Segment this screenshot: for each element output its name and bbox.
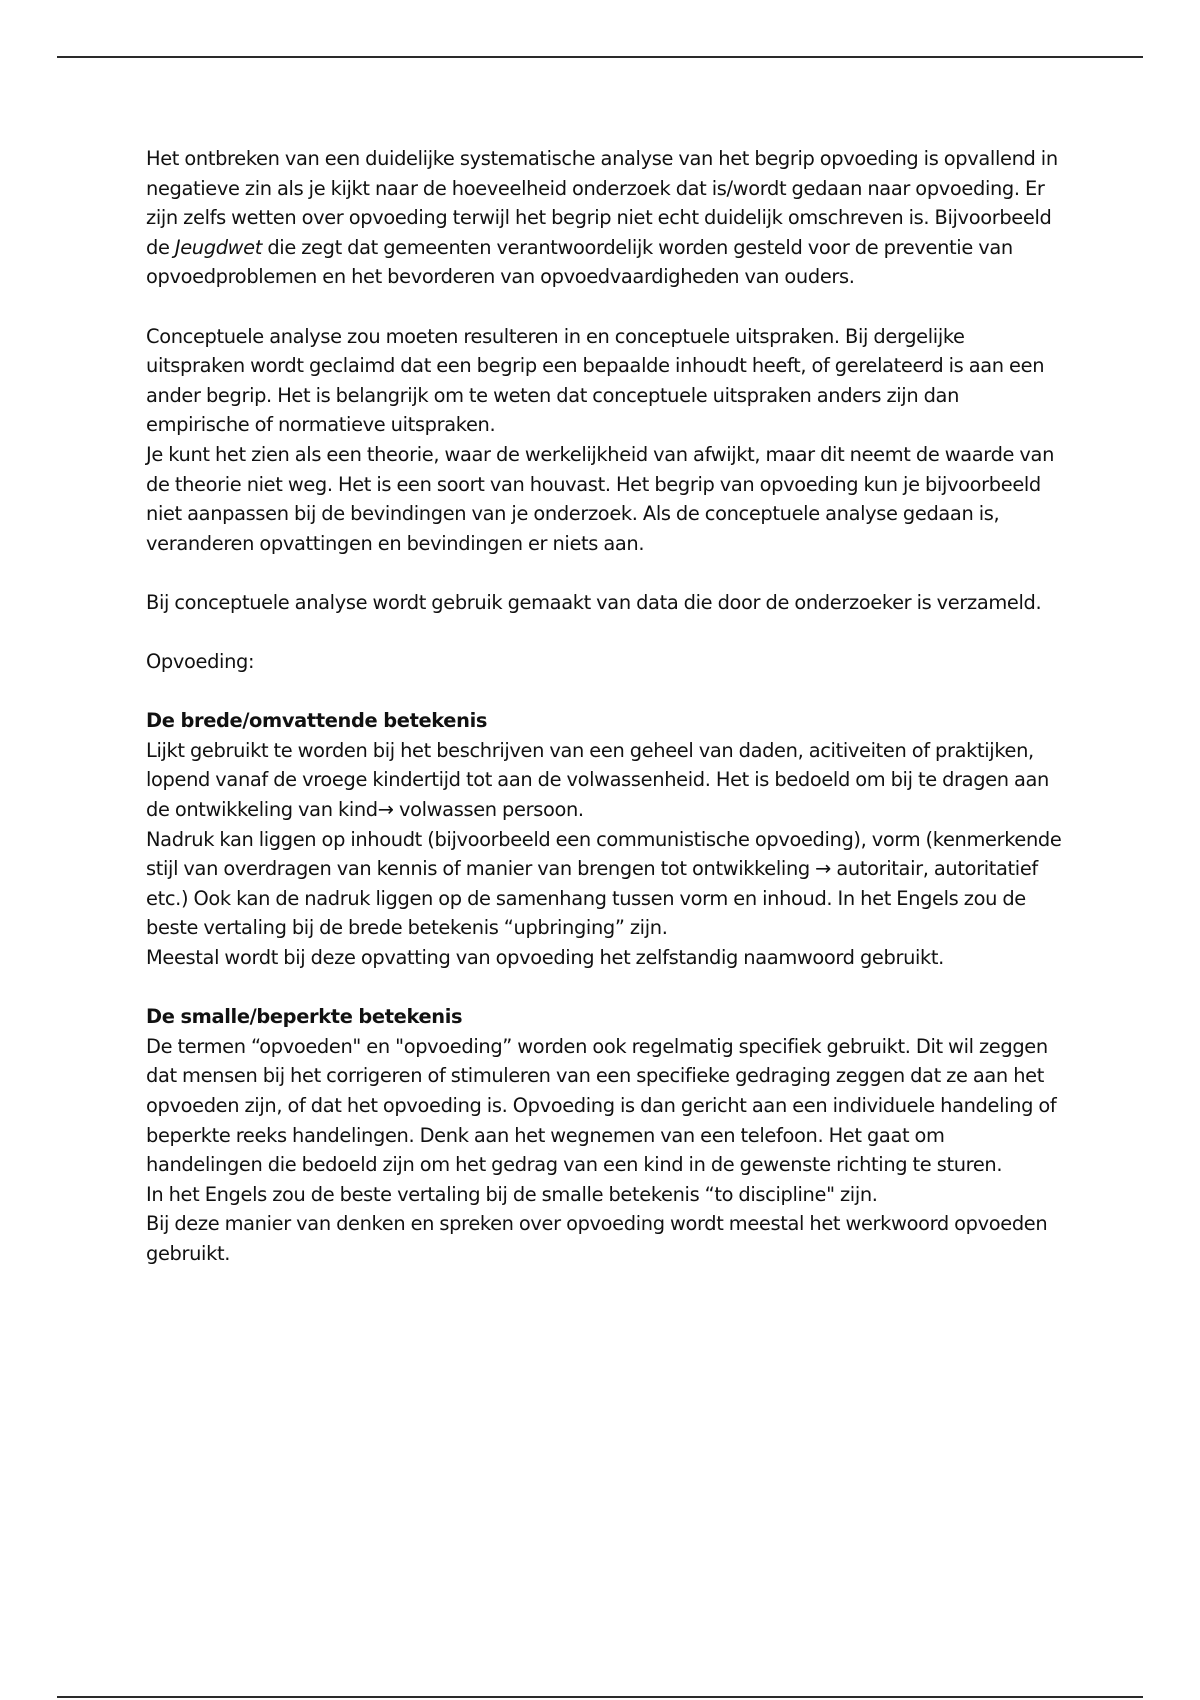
paragraph-data: Bij conceptuele analyse wordt gebruik gemaakt van data die door de onderzoeker is verzameld.	[146, 590, 1042, 614]
footer-rule	[57, 1696, 1143, 1698]
section-narrow-text-2: In het Engels zou de beste vertaling bij de smalle betekenis “to discipline" zijn.	[146, 1182, 878, 1206]
section-narrow-heading: De smalle/beperkte betekenis	[146, 1005, 463, 1029]
section-narrow-text-3: Bij deze manier van denken en spreken over opvoeding wordt meestal het werkwoord opvoeden gebruikt.	[146, 1212, 1048, 1265]
paragraph-intro	[146, 144, 1066, 292]
paragraph-theory: Je kunt het zien als een theorie, waar de werkelijkheid van afwijkt, maar dit neemt de waarde van de theorie niet weg. Het is een soort van houvast. Het begrip van opvoeding kun je bijvoorbeeld niet aanpassen bij de bevindingen van je onderzoek. Als de conceptuele analyse gedaan is, veranderen opvattingen en bevindingen er niets aan.	[146, 442, 1055, 555]
law-name: Jeugdwet	[174, 235, 263, 259]
section-broad-text-2: Nadruk kan liggen op inhoudt (bijvoorbeeld een communistische opvoeding), vorm (kenmerkende stijl van overdragen van kennis of manier van brengen tot ontwikkeling → autoritair, autoritatief etc.) Ook kan de nadruk liggen op de samenhang tussen vorm en inhoud. In het Engels zou de beste vertaling bij de brede betekenis “upbringing” zijn.	[146, 827, 1062, 940]
document-body	[146, 144, 1066, 1298]
section-broad-heading: De brede/omvattende betekenis	[146, 709, 488, 733]
section-narrow-text-1: De termen “opvoeden" en "opvoeding” worden ook regelmatig specifiek gebruikt. Dit wil zeggen dat mensen bij het corrigeren of stimuleren van een specifieke gedraging zeggen dat ze aan het opvoeden zijn, of dat het opvoeding is. Opvoeding is dan gericht aan een individuele handeling of beperkte reeks handelingen. Denk aan het wegnemen van een telefoon. Het gaat om handelingen die bedoeld zijn om het gedrag van een kind in de gewenste richting te sturen.	[146, 1034, 1057, 1177]
section-narrow	[146, 1002, 1066, 1268]
paragraph-intro-text: Het ontbreken van een duidelijke systematische analyse van het begrip opvoeding is opvallend in negatieve zin als je kijkt naar de hoeveelheid onderzoek dat is/wordt gedaan naar opvoeding. Er zijn zelfs wetten over opvoeding terwijl het begrip niet echt duidelijk omschreven is. Bijvoorbeeld de	[146, 147, 1058, 259]
section-broad-text-3: Meestal wordt bij deze opvatting van opvoeding het zelfstandig naamwoord gebruikt.	[146, 946, 944, 970]
paragraph-conceptual-analysis: Conceptuele analyse zou moeten resulteren in en conceptuele uitspraken. Bij dergelijke uitspraken wordt geclaimd dat een begrip een bepaalde inhoudt heeft, of gerelateerd is aan een ander begrip. Het is belangrijk om te weten dat conceptuele uitspraken anders zijn dan empirische of normatieve uitspraken.	[146, 324, 1045, 437]
label-opvoeding: Opvoeding:	[146, 650, 255, 674]
section-broad	[146, 706, 1066, 972]
paragraph-intro-text-end: die zegt dat gemeenten verantwoordelijk worden gesteld voor de preventie van opvoedproblemen en het bevorderen van opvoedvaardigheden van ouders.	[146, 235, 1013, 289]
section-broad-text-1: Lijkt gebruikt te worden bij het beschrijven van een geheel van daden, acitiveiten of praktijken, lopend vanaf de vroege kindertijd tot aan de volwassenheid. Het is bedoeld om bij te dragen aan de ontwikkeling van kind→ volwassen persoon.	[146, 738, 1049, 822]
header-rule	[57, 56, 1143, 58]
